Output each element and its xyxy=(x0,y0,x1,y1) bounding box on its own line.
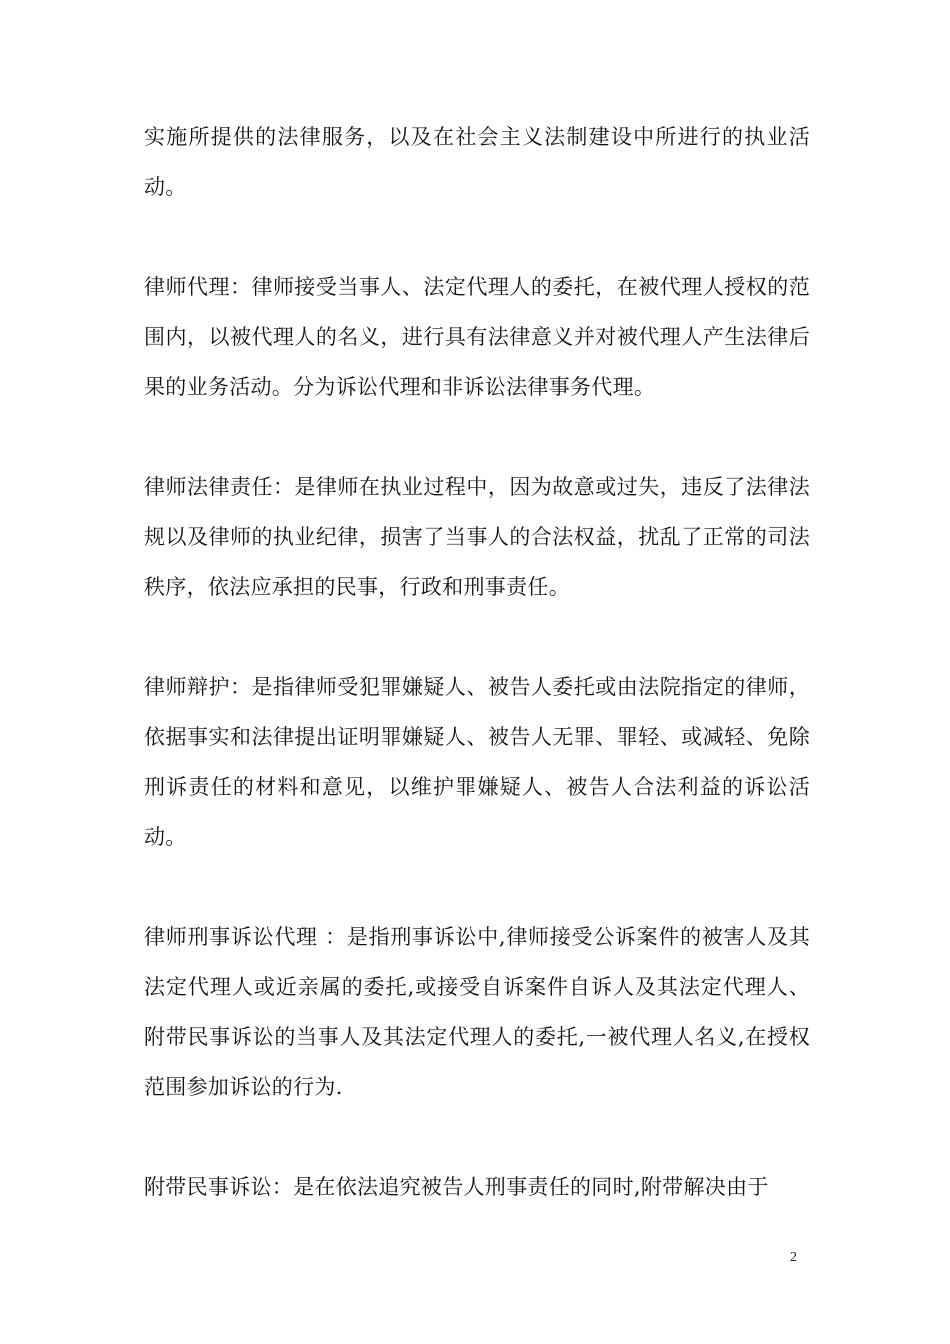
paragraph-lawyer-defense: 律师辩护：是指律师受犯罪嫌疑人、被告人委托或由法院指定的律师，依据事实和法律提出证明罪嫌疑人、被告人无罪、罪轻、或减轻、免除刑诉责任的材料和意见，以维护罪嫌疑人、被告人合法利益的诉讼活动。 xyxy=(144,675,810,849)
document-body xyxy=(144,112,810,1212)
paragraph-criminal-agency: 律师刑事诉讼代理 ：是指刑事诉讼中,律师接受公诉案件的被害人及其法定代理人或近亲属的委托,或接受自诉案件自诉人及其法定代理人、附带民事诉讼的当事人及其法定代理人的委托,一被代理人名义,在授权范围参加诉讼的行为. xyxy=(144,925,810,1099)
paragraph-service: 实施所提供的法律服务，以及在社会主义法制建设中所进行的执业活动。 xyxy=(144,125,810,199)
paragraph-lawyer-liability: 律师法律责任：是律师在执业过程中，因为故意或过失，违反了法律法规以及律师的执业纪律，损害了当事人的合法权益，扰乱了正常的司法秩序，依法应承担的民事，行政和刑事责任。 xyxy=(144,475,810,599)
paragraph-lawyer-agency: 律师代理：律师接受当事人、法定代理人的委托，在被代理人授权的范围内，以被代理人的名义，进行具有法律意义并对被代理人产生法律后果的业务活动。分为诉讼代理和非诉讼法律事务代理。 xyxy=(144,275,810,399)
page-number: 2 xyxy=(790,1250,797,1265)
paragraph-civil-action: 附带民事诉讼：是在依法追究被告人刑事责任的同时,附带解决由于 xyxy=(144,1175,769,1199)
